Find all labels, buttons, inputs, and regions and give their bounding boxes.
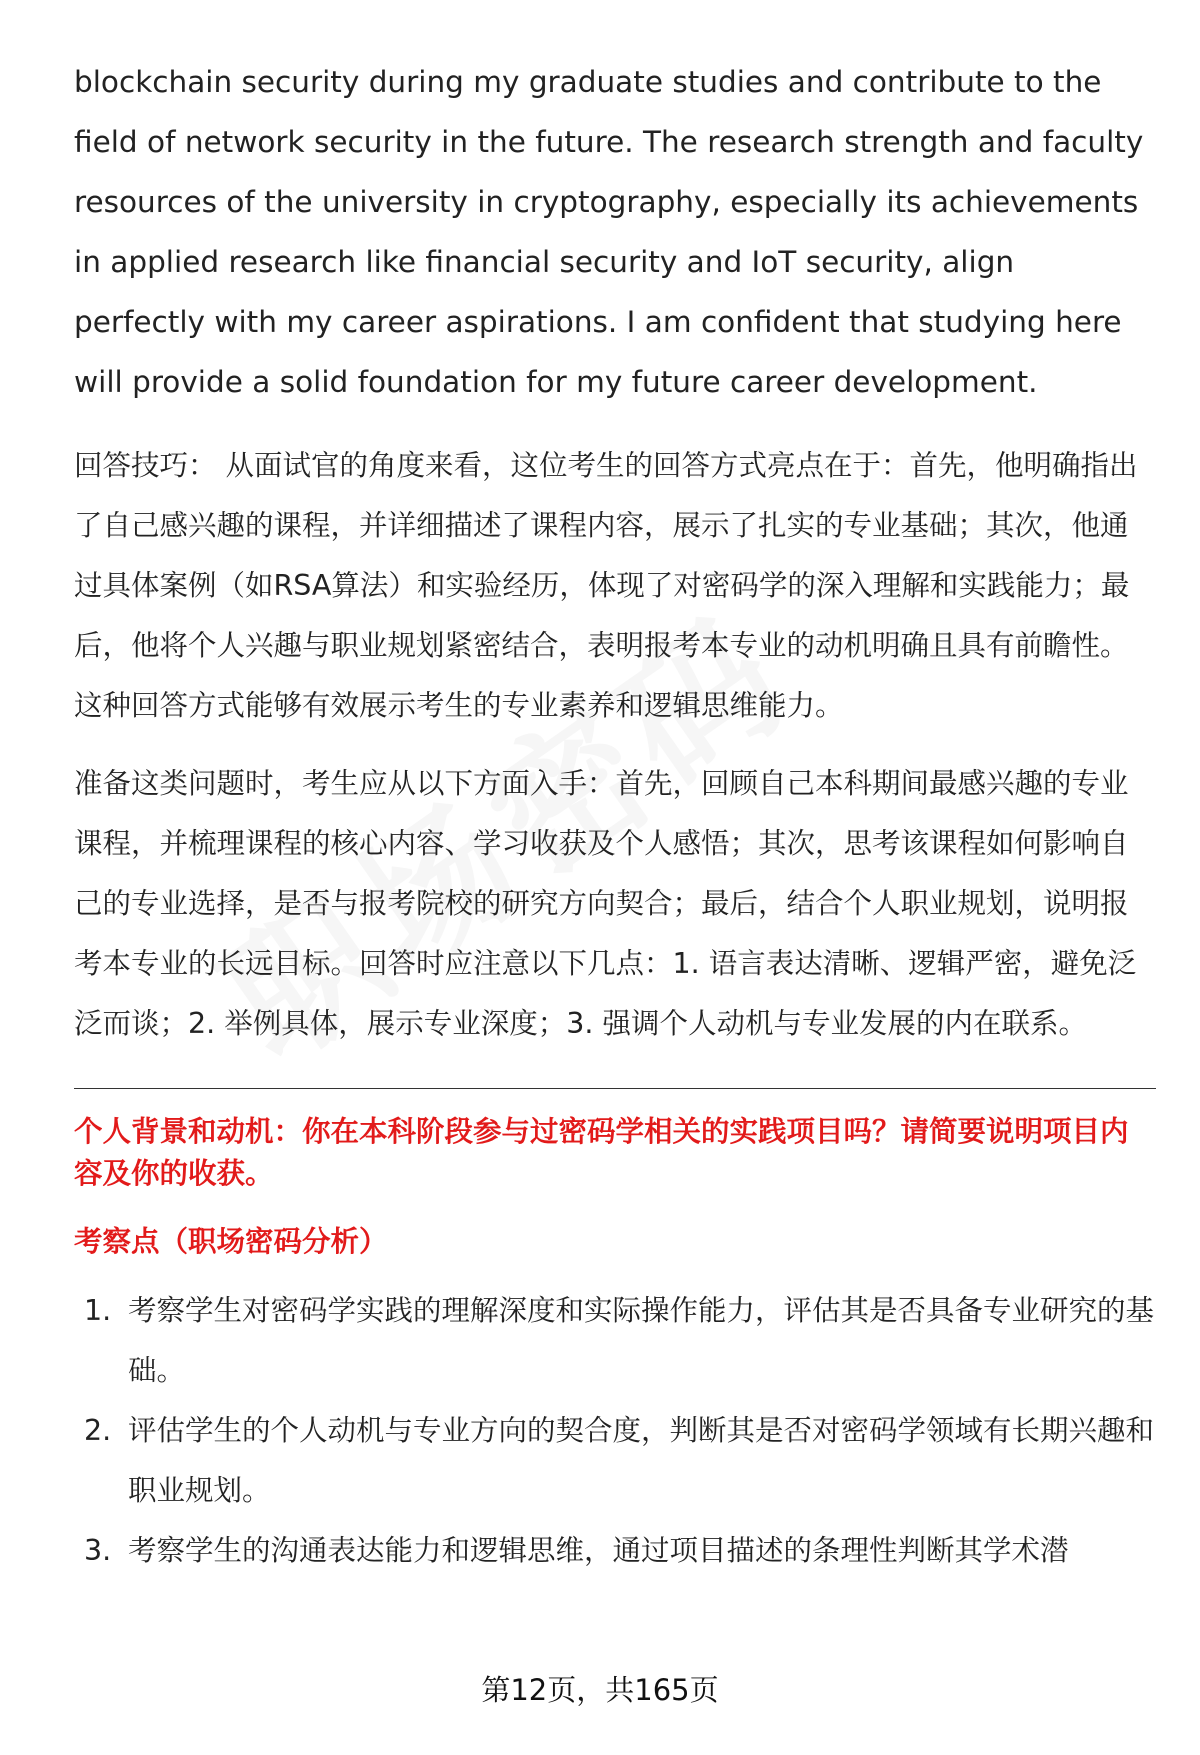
list-item-text: 评估学生的个人动机与专业方向的契合度，判断其是否对密码学领域有长期兴趣和职业规划。: [128, 1414, 1155, 1507]
list-item-text: 考察学生对密码学实践的理解深度和实际操作能力，评估其是否具备专业研究的基础。: [128, 1294, 1155, 1387]
preparation-paragraph: 准备这类问题时，考生应从以下方面入手：首先，回顾自己本科期间最感兴趣的专业课程，并梳理课程的核心内容、学习收获及个人感悟；其次，思考该课程如何影响自己的专业选择，是否与报考院校的研究方向契合；最后，结合个人职业规划，说明报考本专业的长远目标。回答时应注意以下几点：1. 语言表达清晰、逻辑严密，避免泛泛而谈；2. 举例具体，展示专业深度；3. 强调个人动机与专业发展的内在联系。: [74, 767, 1137, 1040]
list-item: [74, 1521, 1154, 1581]
list-item-number: 3.: [84, 1534, 112, 1567]
page-content: [74, 52, 1154, 1581]
list-item: [74, 1281, 1154, 1401]
list-item-number: 1.: [84, 1294, 112, 1327]
list-item: [74, 1401, 1154, 1521]
assessment-points-heading: 考察点（职场密码分析）: [74, 1225, 388, 1258]
question-heading: 个人背景和动机：你在本科阶段参与过密码学相关的实践项目吗？请简要说明项目内容及你的收获。: [74, 1115, 1129, 1190]
section-divider: [74, 1088, 1156, 1089]
list-item-text: 考察学生的沟通表达能力和逻辑思维，通过项目描述的条理性判断其学术潜: [128, 1534, 1069, 1567]
list-item-number: 2.: [84, 1414, 112, 1447]
page-number-footer: 第12页，共165页: [481, 1673, 719, 1707]
assessment-points-list: [74, 1281, 1154, 1581]
answer-tips-paragraph: 回答技巧： 从面试官的角度来看，这位考生的回答方式亮点在于：首先，他明确指出了自己感兴趣的课程，并详细描述了课程内容，展示了扎实的专业基础；其次，他通过具体案例（如RSA算法）和实验经历，体现了对密码学的深入理解和实践能力；最后，他将个人兴趣与职业规划紧密结合，表明报考本专业的动机明确且具有前瞻性。这种回答方式能够有效展示考生的专业素养和逻辑思维能力。: [74, 449, 1138, 722]
english-paragraph: blockchain security during my graduate studies and contribute to the field of network security in the future. The research strength and faculty resources of the university in cryptography, especially its achievements in applied research like financial security and IoT security, align perfectly with my career aspirations. I am confident that studying here will provide a solid foundation for my future career development.: [74, 65, 1144, 399]
